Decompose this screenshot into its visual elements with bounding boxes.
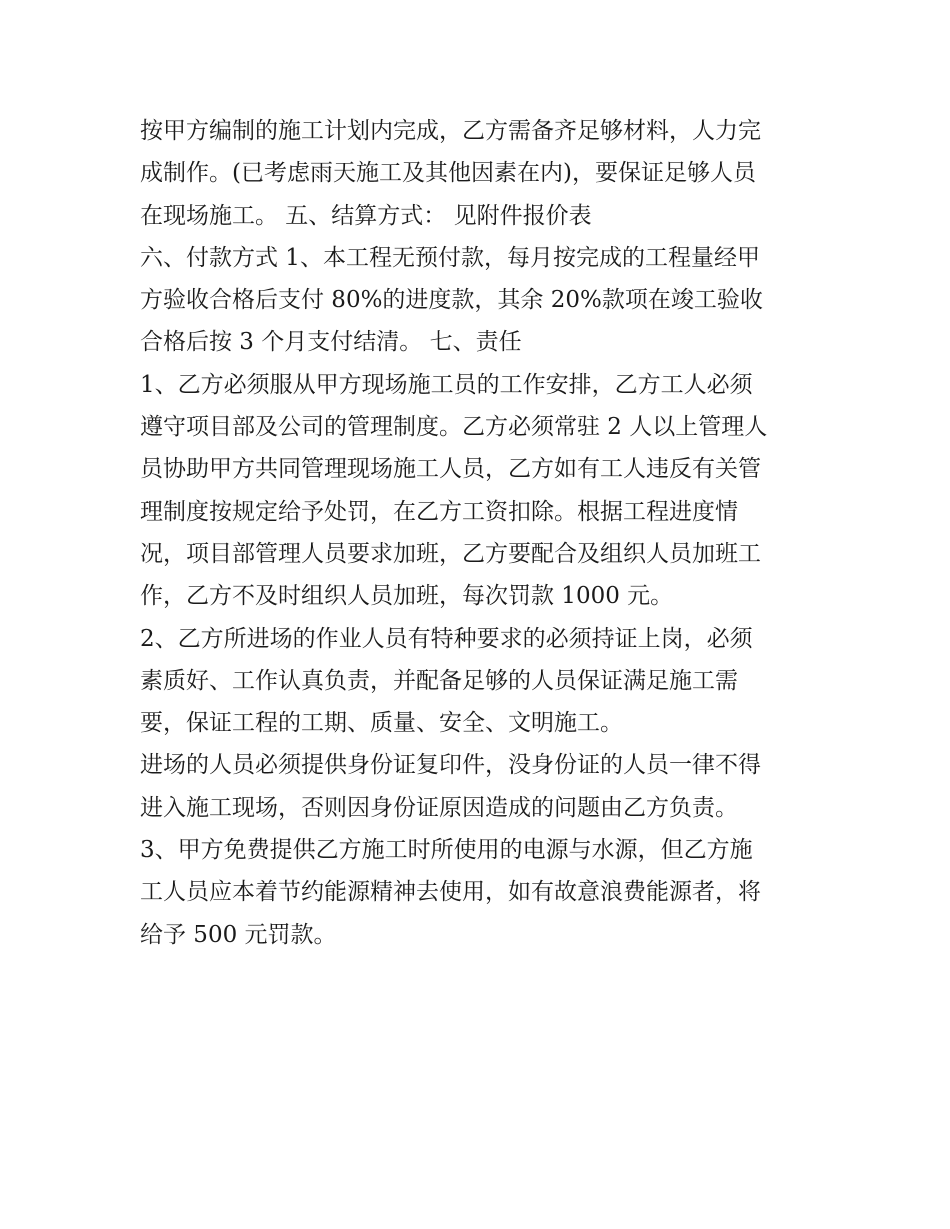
text-line: 1、乙方必须服从甲方现场施工员的工作安排，乙方工人必须 bbox=[140, 371, 753, 398]
text-line: 况，项目部管理人员要求加班，乙方要配合及组织人员加班工 bbox=[140, 540, 761, 567]
text-line: 3、甲方免费提供乙方施工时所使用的电源与水源，但乙方施 bbox=[140, 837, 753, 864]
text-line: 素质好、工作认真负责，并配备足够的人员保证满足施工需 bbox=[140, 667, 738, 694]
text-line: 工人员应本着节约能源精神去使用，如有故意浪费能源者，将 bbox=[140, 879, 761, 906]
text-line: 成制作。(已考虑雨天施工及其他因素在内)，要保证足够人员 bbox=[140, 160, 756, 187]
text-line: 六、付款方式 1、本工程无预付款，每月按完成的工程量经甲 bbox=[140, 244, 760, 271]
text-line: 2、乙方所进场的作业人员有特种要求的必须持证上岗，必须 bbox=[140, 625, 753, 652]
text-line: 员协助甲方共同管理现场施工人员，乙方如有工人违反有关管 bbox=[140, 456, 761, 483]
text-line: 在现场施工。 五、结算方式： 见附件报价表 bbox=[140, 202, 592, 229]
text-line: 合格后按 3 个月支付结清。 七、责任 bbox=[140, 329, 522, 356]
text-line: 遵守项目部及公司的管理制度。乙方必须常驻 2 人以上管理人 bbox=[140, 414, 768, 441]
text-line: 进场的人员必须提供身份证复印件，没身份证的人员一律不得 bbox=[140, 752, 761, 779]
contract-body-text bbox=[140, 110, 820, 956]
text-line: 按甲方编制的施工计划内完成，乙方需备齐足够材料，人力完 bbox=[140, 118, 761, 144]
text-line: 理制度按规定给予处罚，在乙方工资扣除。根据工程进度情 bbox=[140, 498, 738, 525]
text-line: 给予 500 元罚款。 bbox=[140, 921, 337, 948]
text-line: 进入施工现场，否则因身份证原因造成的问题由乙方负责。 bbox=[140, 794, 738, 821]
text-line: 作，乙方不及时组织人员加班，每次罚款 1000 元。 bbox=[140, 583, 674, 610]
text-line: 要，保证工程的工期、质量、安全、文明施工。 bbox=[140, 710, 623, 737]
text-line: 方验收合格后支付 80%的进度款，其余 20%款项在竣工验收 bbox=[140, 287, 763, 314]
